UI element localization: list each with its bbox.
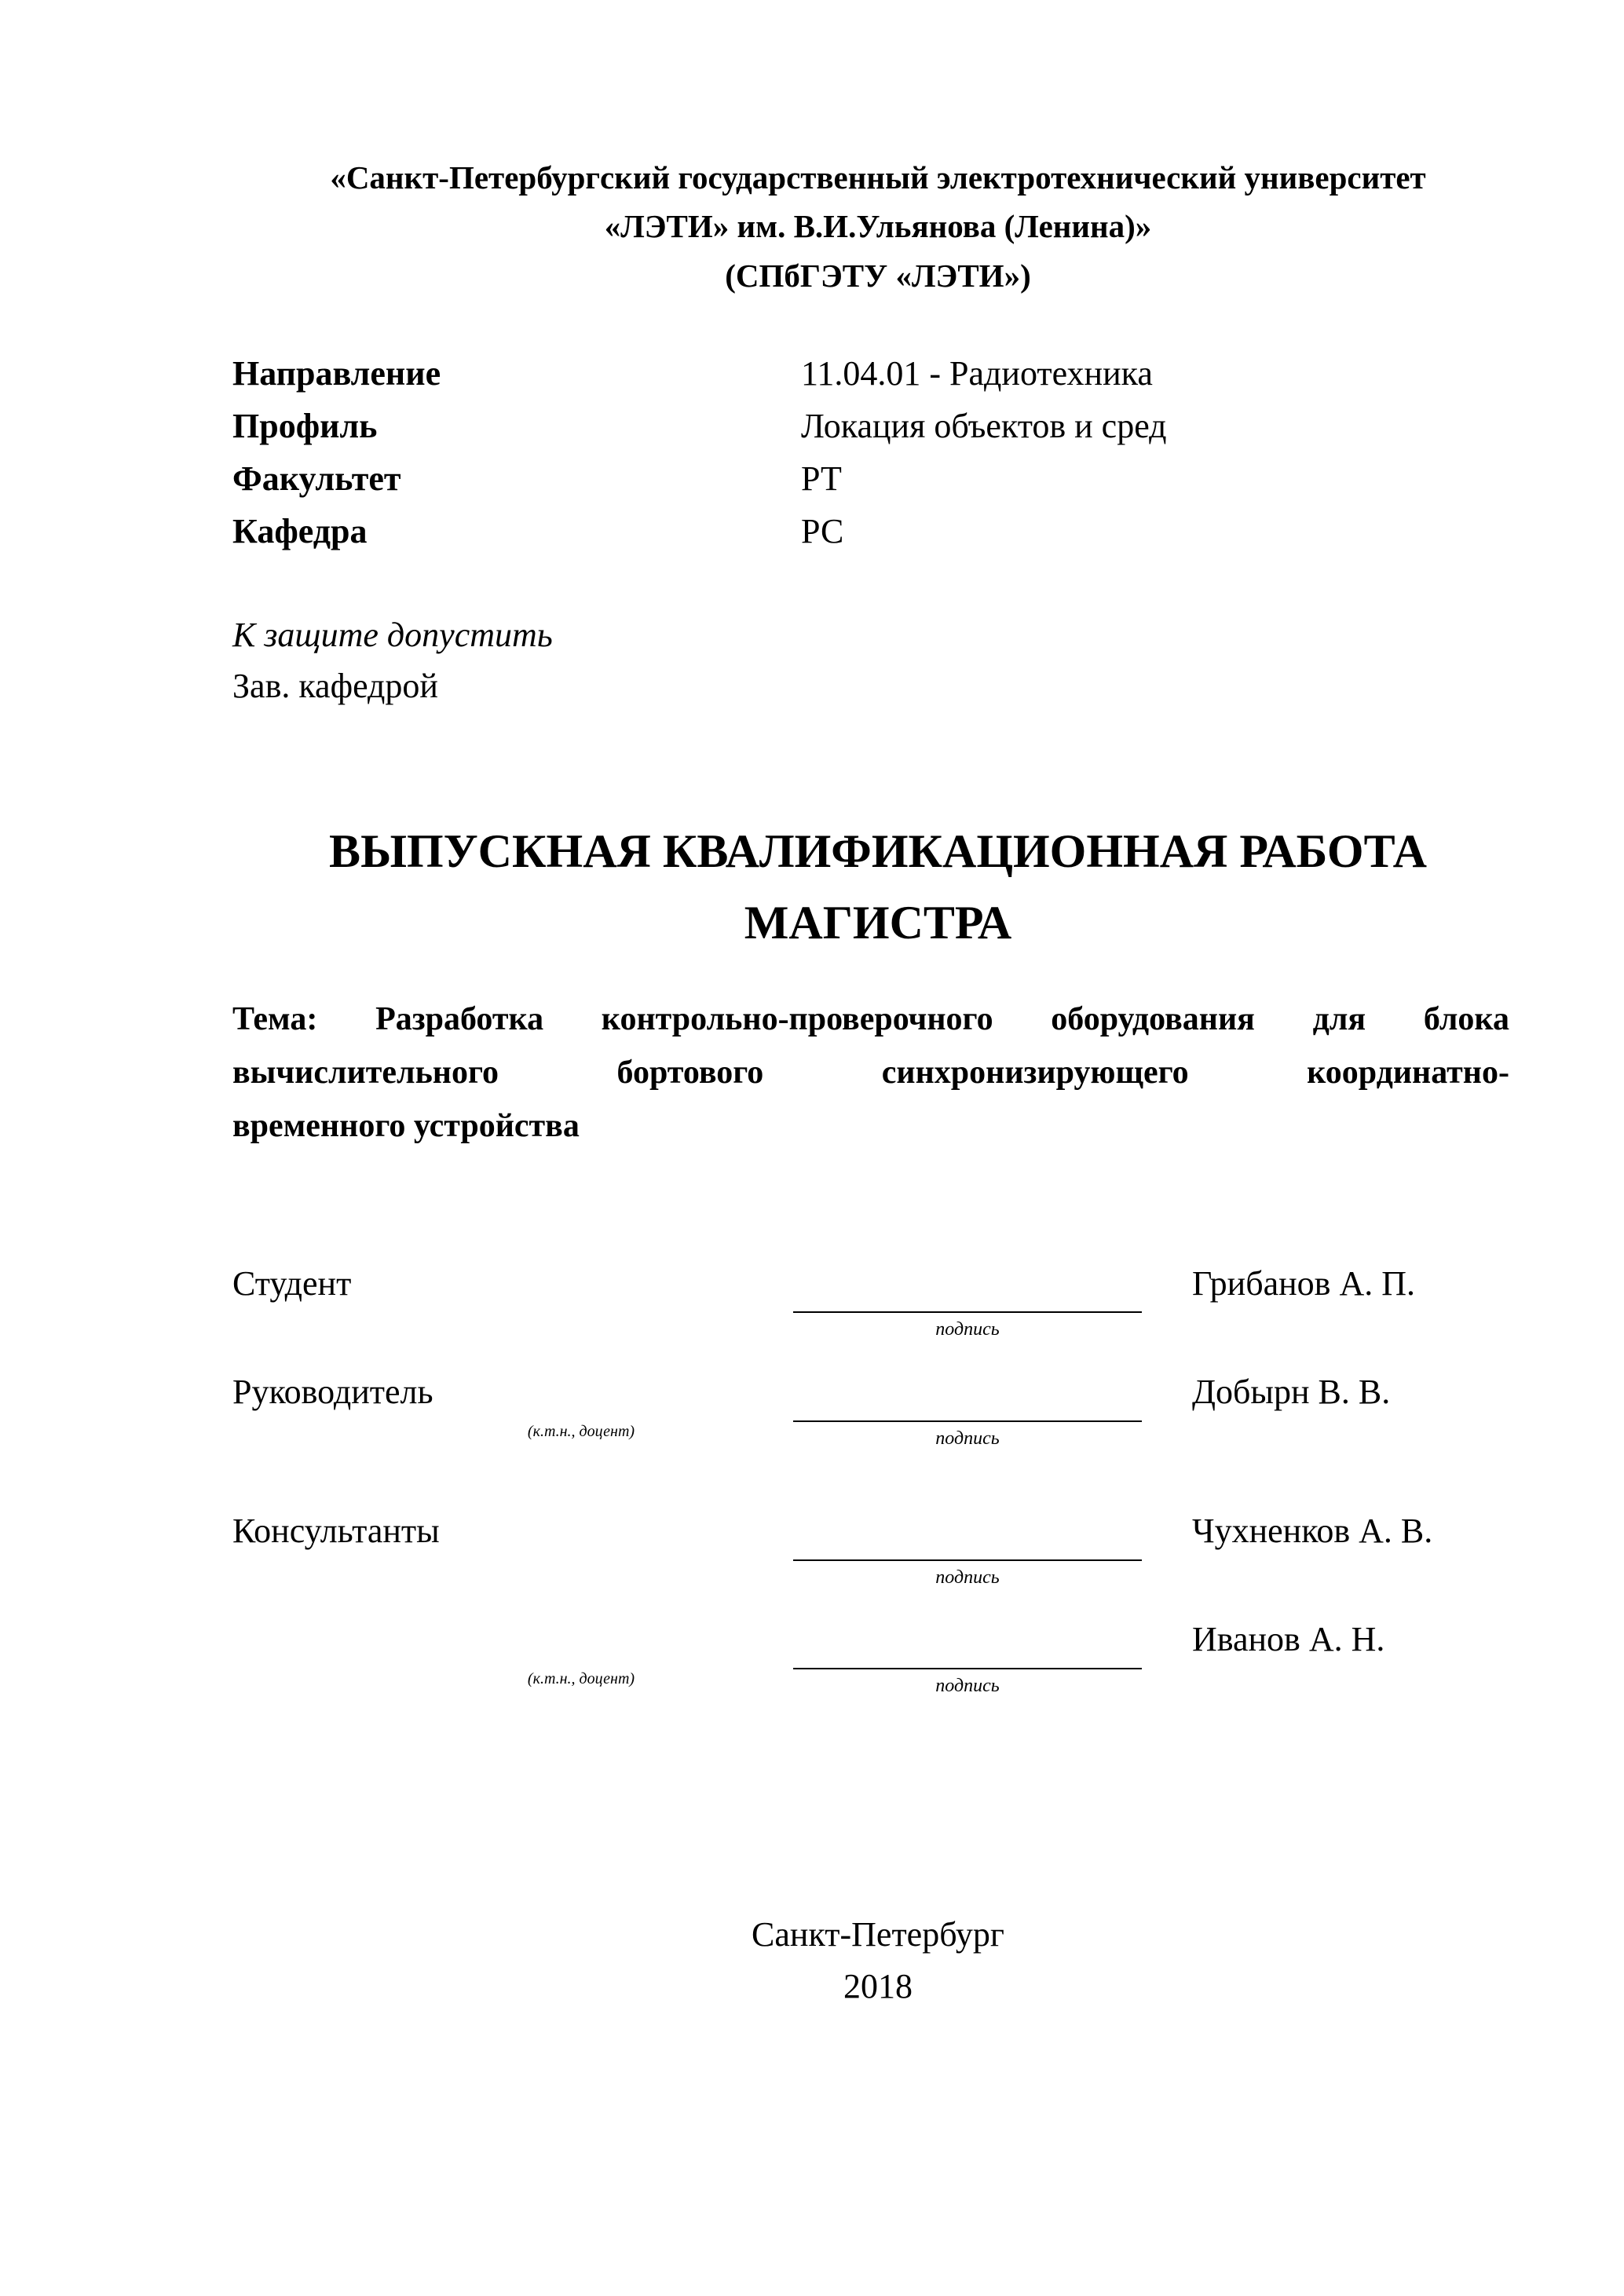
supervisor-degree: (к.т.н., доцент) <box>527 1423 635 1440</box>
city: Санкт-Петербург <box>752 1915 1004 1954</box>
supervisor-role: Руководитель <box>232 1373 433 1411</box>
document-title-line-1: ВЫПУСКНАЯ КВАЛИФИКАЦИОННАЯ РАБОТА <box>329 825 1427 877</box>
consultant-2-name: Иванов А. Н. <box>1192 1620 1385 1658</box>
document-title-line-2: МАГИСТРА <box>744 897 1012 949</box>
student-role: Студент <box>232 1264 352 1303</box>
topic-word: контрольно-проверочного <box>601 1001 993 1037</box>
supervisor-signature-caption: подпись <box>935 1428 1000 1449</box>
profile-label: Профиль <box>232 407 378 445</box>
topic-word: Разработка <box>375 1001 544 1037</box>
supervisor-name: Добырн В. В. <box>1192 1373 1391 1411</box>
supervisor-signature-line <box>793 1420 1142 1422</box>
department-value: РС <box>801 512 844 550</box>
head-of-department-text: Зав. кафедрой <box>232 667 438 705</box>
topic-word: блока <box>1423 1001 1509 1037</box>
university-abbreviation: (СПбГЭТУ «ЛЭТИ») <box>725 258 1031 294</box>
topic-word: оборудования <box>1051 1001 1255 1037</box>
topic-word: синхронизирующего <box>881 1055 1189 1091</box>
department-label: Кафедра <box>232 512 368 550</box>
approval-text: К защите допустить <box>232 616 553 654</box>
topic-line-3: временного устройства <box>232 1108 580 1144</box>
consultant-2-degree: (к.т.н., доцент) <box>527 1670 635 1687</box>
student-signature-caption: подпись <box>935 1319 1000 1340</box>
profile-value: Локация объектов и сред <box>801 407 1167 445</box>
consultant-1-signature-caption: подпись <box>935 1567 1000 1588</box>
consultant-1-name: Чухненков А. В. <box>1192 1512 1433 1550</box>
direction-label: Направление <box>232 354 441 393</box>
consultants-role: Консультанты <box>232 1512 440 1550</box>
direction-value: 11.04.01 - Радиотехника <box>801 354 1153 393</box>
student-name: Грибанов А. П. <box>1192 1264 1416 1303</box>
consultant-2-signature-caption: подпись <box>935 1676 1000 1696</box>
topic-word: координатно- <box>1307 1055 1509 1091</box>
university-name-line-1: «Санкт-Петербургский государственный электротехнический университет <box>330 159 1426 196</box>
year: 2018 <box>843 1967 913 2005</box>
topic-word: Тема: <box>232 1001 318 1037</box>
faculty-label: Факультет <box>232 459 401 498</box>
faculty-value: РТ <box>801 459 842 498</box>
topic-word: вычислительного <box>232 1055 499 1091</box>
student-signature-line <box>793 1311 1142 1313</box>
consultant-2-signature-line <box>793 1668 1142 1669</box>
topic-line-2 <box>232 1047 1509 1099</box>
university-name-line-2: «ЛЭТИ» им. В.И.Ульянова (Ленина)» <box>604 208 1152 244</box>
topic-word: для <box>1312 1001 1366 1037</box>
topic-line-1 <box>232 993 1509 1045</box>
consultant-1-signature-line <box>793 1559 1142 1561</box>
topic-word: бортового <box>616 1055 764 1091</box>
